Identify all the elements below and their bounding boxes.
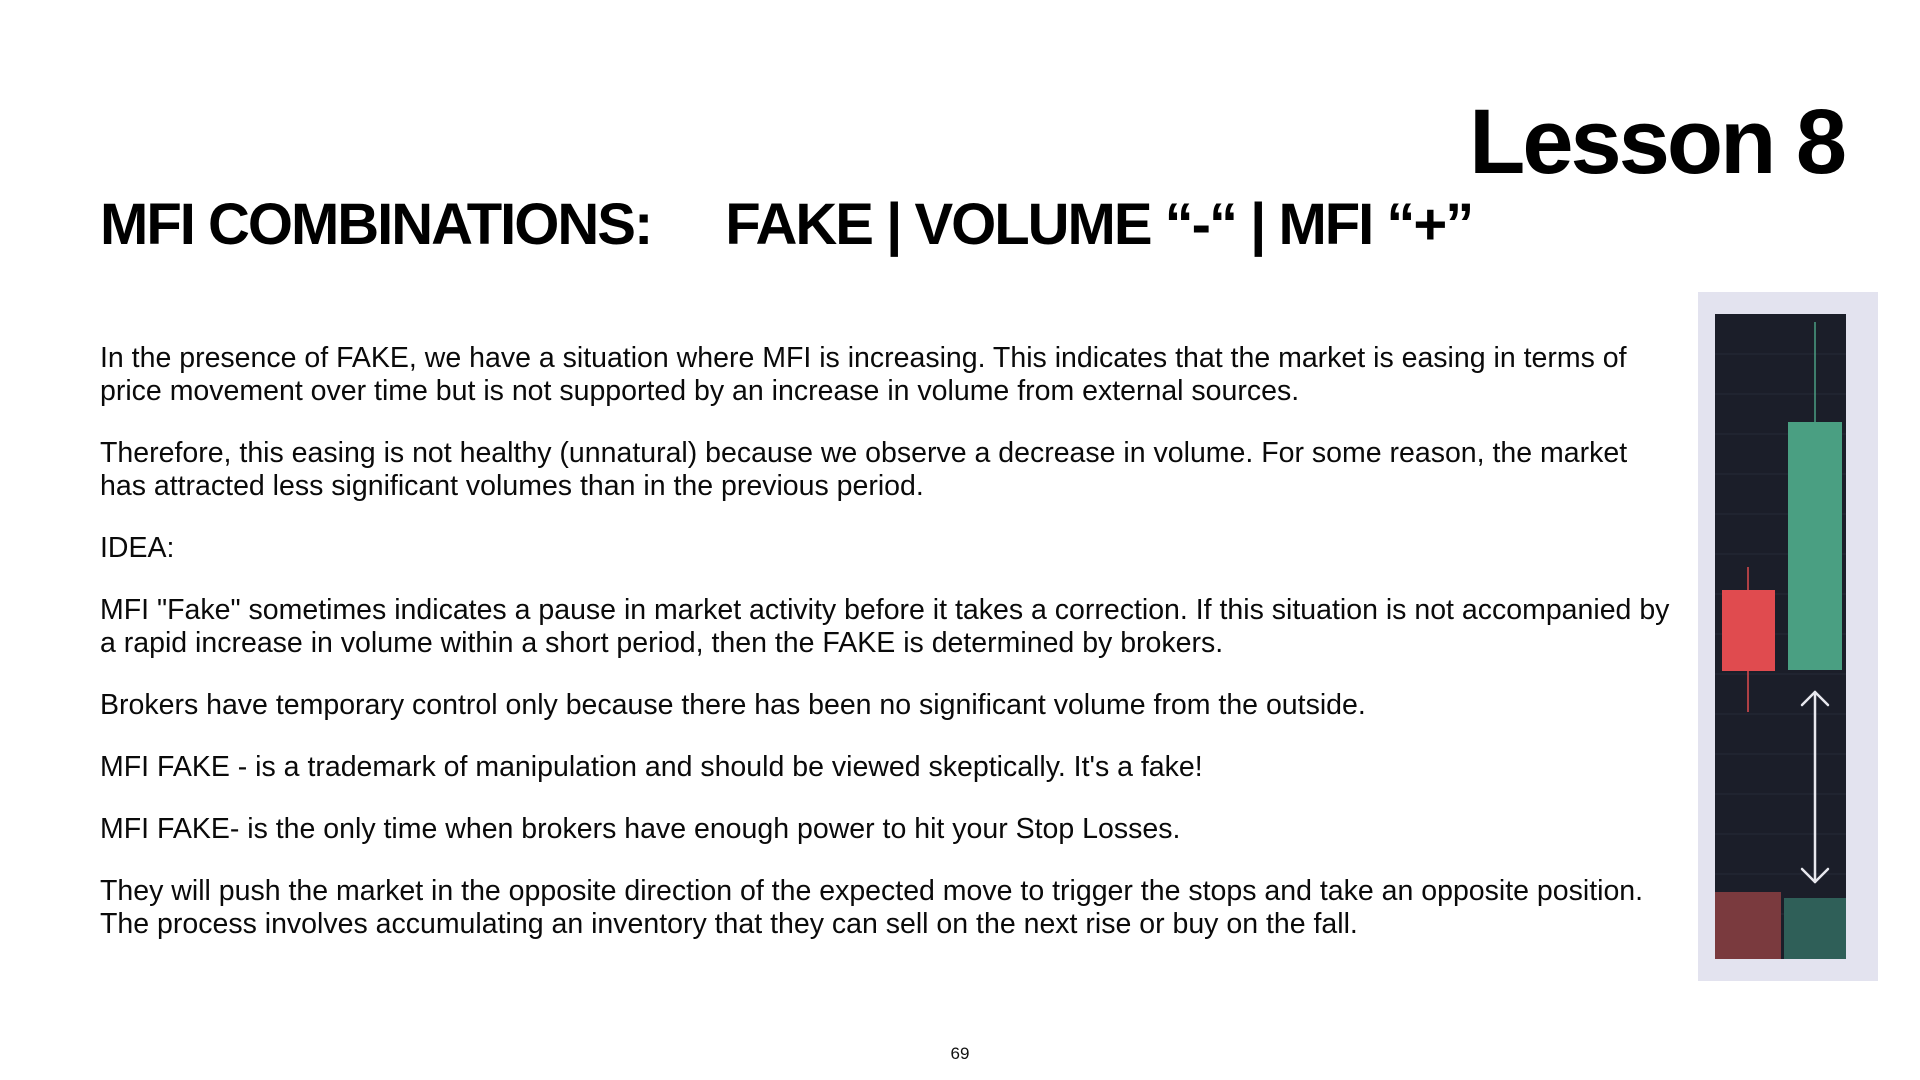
page-number: 69 (950, 1044, 970, 1063)
paragraph-idea-label: IDEA: (100, 532, 175, 564)
paragraph-opposite-direction: They will push the market in the opposite direction of the expected move to trigger the stops and take an opposite position. The process involves accumulating an inventory that they can sell on the next rise or buy on the fall. (100, 875, 1644, 940)
bullish-volume-bar (1784, 898, 1846, 959)
paragraph-mfi-fake-pause: MFI "Fake" sometimes indicates a pause in market activity before it takes a correction. If this situation is not accompanied by a rapid increase in volume within a short period, then the FAKE is determined by brokers. (100, 594, 1670, 659)
candlestick-illustration (1698, 292, 1878, 981)
paragraph-fake-intro: In the presence of FAKE, we have a situation where MFI is increasing. This indicates that the market is easing in terms of price movement over time but is not supported by an increase in volume from external sources. (100, 342, 1627, 407)
paragraph-brokers-control: Brokers have temporary control only because there has been no significant volume from the outside. (100, 689, 1366, 721)
heading-combination: FAKE | VOLUME “-“ | MFI “+” (725, 192, 1473, 257)
heading-label: MFI COMBINATIONS: (100, 192, 652, 257)
bullish-candle-body (1788, 422, 1842, 670)
bearish-candle-body (1722, 590, 1775, 671)
paragraph-manipulation: MFI FAKE - is a trademark of manipulation and should be viewed skeptically. It's a fake! (100, 751, 1203, 783)
paragraph-unhealthy-easing: Therefore, this easing is not healthy (unnatural) because we observe a decrease in volume. For some reason, the market has attracted less significant volumes than in the previous period. (100, 437, 1628, 502)
bearish-volume-bar (1715, 892, 1781, 959)
slide-heading (100, 192, 1473, 257)
candlestick-chart (1698, 292, 1878, 981)
paragraph-stop-losses: MFI FAKE- is the only time when brokers have enough power to hit your Stop Losses. (100, 813, 1181, 845)
body-text (100, 342, 1680, 970)
lesson-title: Lesson 8 (1469, 91, 1844, 193)
